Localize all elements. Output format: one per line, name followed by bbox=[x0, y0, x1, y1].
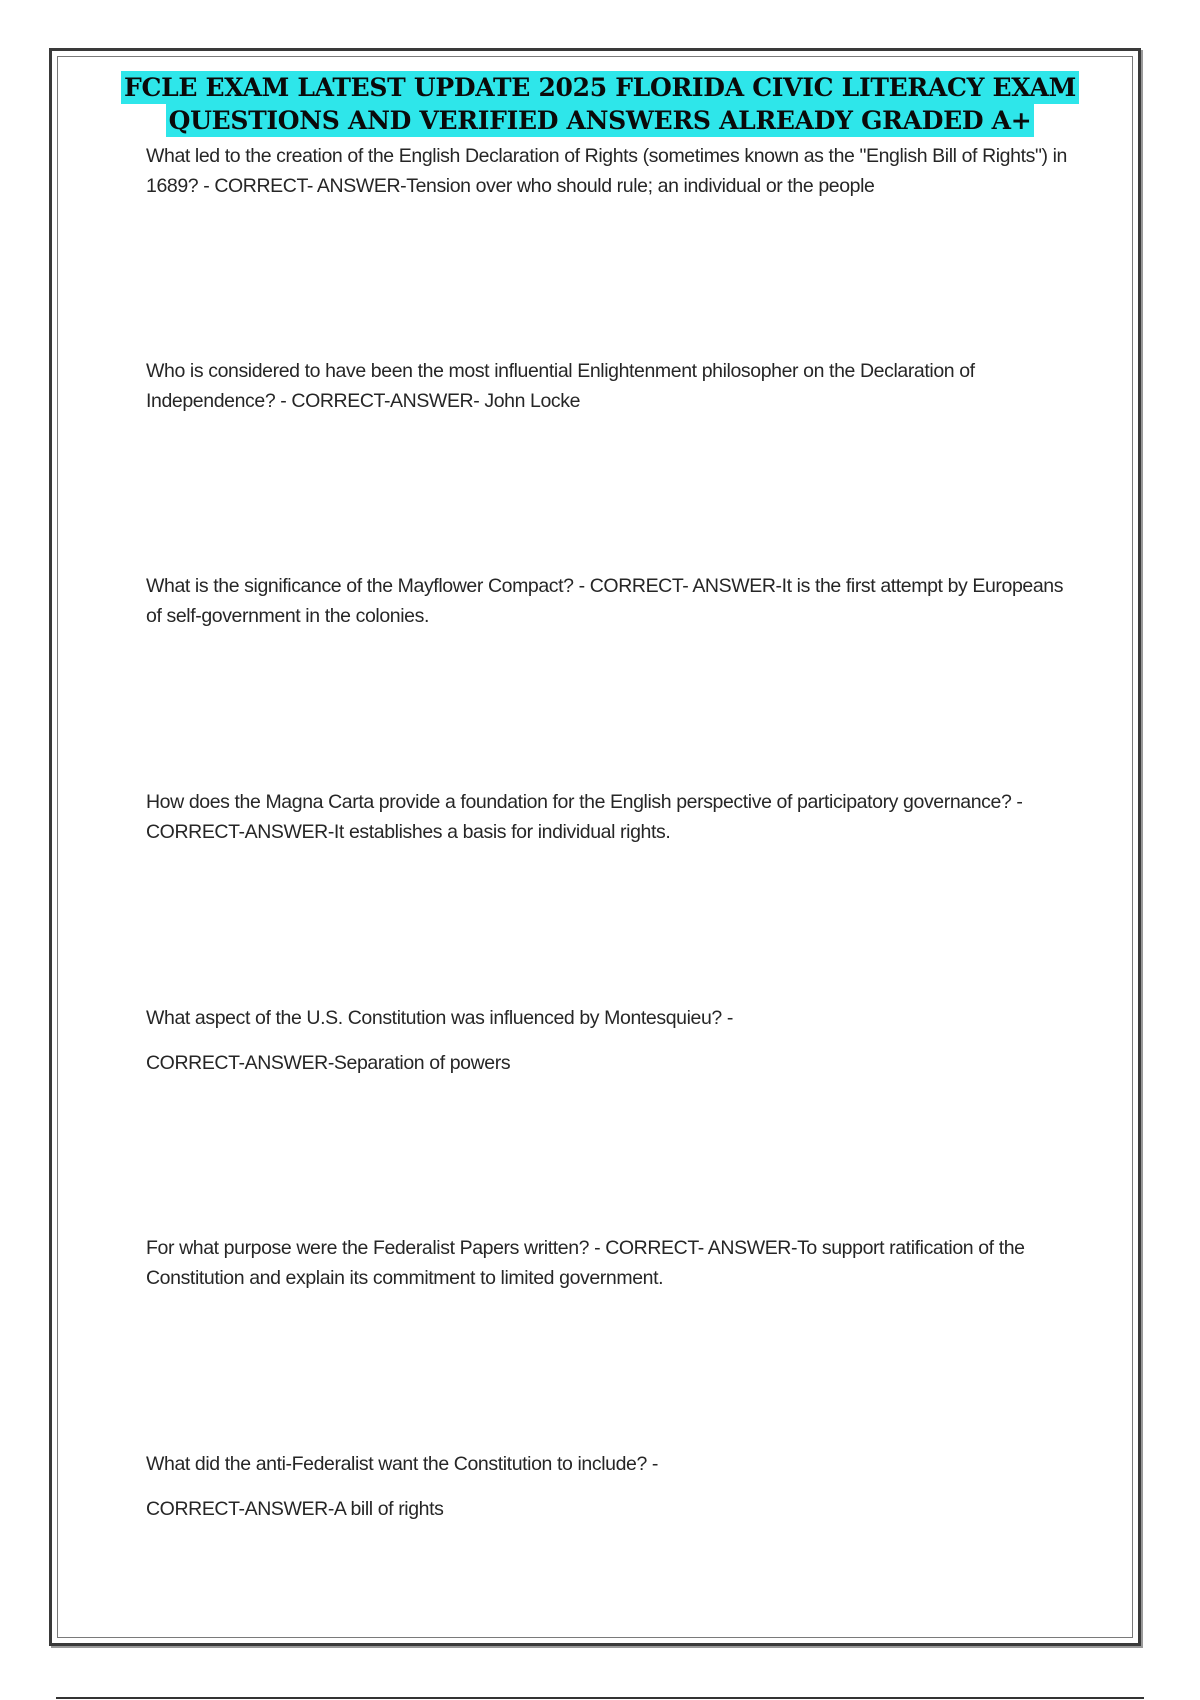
question-text: Who is considered to have been the most influential Enlightenment philosopher on the Declaration of Independence? - bbox=[146, 360, 975, 412]
answer-text: CORRECT- ANSWER-It is the first attempt by Europeans of self-government in the colonies. bbox=[146, 575, 1064, 627]
qa-item bbox=[146, 1003, 1076, 1078]
question-text: What led to the creation of the English Declaration of Rights (sometimes known as the "English Bill of Rights") in 1689? - bbox=[146, 145, 1067, 197]
question-text: What is the significance of the Mayflower Compact? - bbox=[146, 575, 590, 597]
document-title bbox=[0, 71, 1200, 137]
qa-item bbox=[146, 571, 1076, 631]
question-text: For what purpose were the Federalist Papers written? - bbox=[146, 1237, 606, 1259]
qa-item bbox=[146, 141, 1076, 201]
answer-text: CORRECT- ANSWER-To support ratification of the Constitution and explain its commitment to limited government. bbox=[146, 1237, 1025, 1289]
page-border bbox=[49, 48, 1141, 1646]
qa-item bbox=[146, 787, 1076, 847]
question-text: What did the anti-Federalist want the Constitution to include? - bbox=[146, 1453, 659, 1475]
qa-item bbox=[146, 1449, 1076, 1524]
qa-item bbox=[146, 356, 1076, 416]
answer-text: CORRECT-ANSWER-Separation of powers bbox=[146, 1052, 511, 1074]
title-line-1: FCLE EXAM LATEST UPDATE 2025 FLORIDA CIVIC LITERACY EXAM bbox=[121, 71, 1079, 104]
answer-text: CORRECT- ANSWER-Tension over who should rule; an individual or the people bbox=[214, 175, 875, 197]
answer-text: CORRECT-ANSWER-It establishes a basis for individual rights. bbox=[146, 821, 671, 843]
page-bottom-rule bbox=[56, 1697, 1144, 1699]
title-line-2: QUESTIONS AND VERIFIED ANSWERS ALREADY GRADED A+ bbox=[166, 104, 1035, 137]
answer-text: CORRECT-ANSWER-A bill of rights bbox=[146, 1498, 444, 1520]
question-text: How does the Magna Carta provide a foundation for the English perspective of participatory governance? - bbox=[146, 791, 1023, 813]
qa-item bbox=[146, 1233, 1076, 1293]
page-border-inner bbox=[57, 56, 1133, 1638]
question-text: What aspect of the U.S. Constitution was influenced by Montesquieu? - bbox=[146, 1007, 733, 1029]
answer-text: CORRECT-ANSWER- John Locke bbox=[291, 390, 581, 412]
